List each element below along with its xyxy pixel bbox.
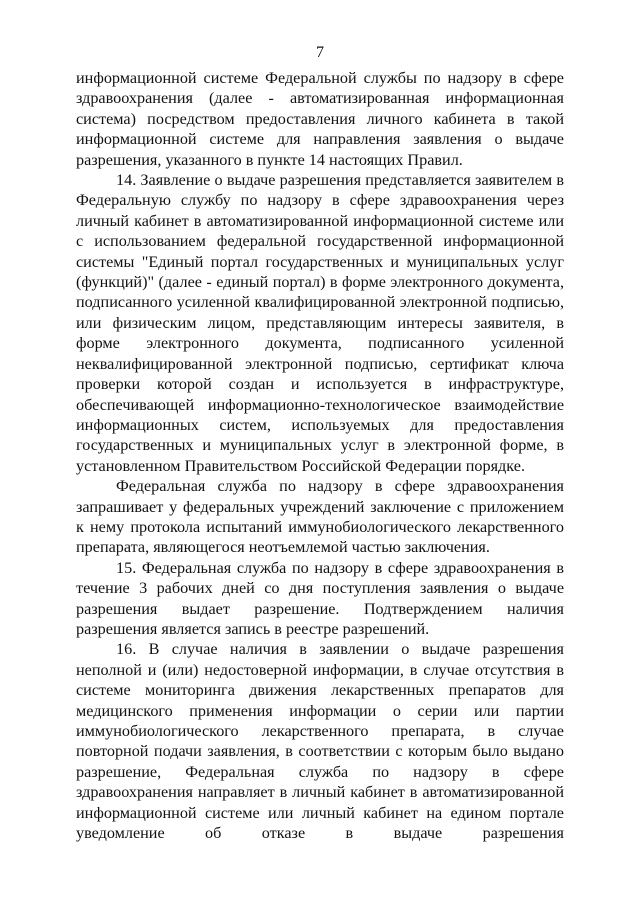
document-body xyxy=(76,68,564,843)
page-number: 7 xyxy=(316,44,324,61)
paragraph-14-addendum: Федеральная служба по надзору в сфере здравоохранения запрашивает у федеральных учреждений заключение с приложением к нему протокола испытаний иммунобиологического лекарственного препарата, являющегося неотъемлемой частью заключения. xyxy=(76,477,564,557)
paragraph-15: 15. Федеральная служба по надзору в сфере здравоохранения в течение 3 рабочих дней со дня поступления заявления о выдаче разрешения выдает разрешение. Подтверждением наличия разрешения является запись в реестре разрешений. xyxy=(76,558,564,638)
paragraph-continuation: информационной системе Федеральной службы по надзору в сфере здравоохранения (далее - автоматизированная информационная система) посредством предоставления личного кабинета в такой информационной системе для направления заявления о выдаче разрешения, указанного в пункте 14 настоящих Правил. xyxy=(76,69,564,169)
paragraph-14: 14. Заявление о выдаче разрешения представляется заявителем в Федеральную службу по надзору в сфере здравоохранения через личный кабинет в автоматизированной информационной системе или с использованием федеральной государственной информационной системы "Единый портал государственных и муниципальных услуг (функций)" (далее - единый портал) в форме электронного документа, подписанного усиленной квалифицированной электронной подписью, или физическим лицом, представляющим интересы заявителя, в форме электронного документа, подписанного усиленной неквалифицированной электронной подписью, сертификат ключа проверки которой создан и используется в инфраструктуре, обеспечивающей информационно-технологическое взаимодействие информационных систем, используемых для предоставления государственных и муниципальных услуг в электронной форме, в установленном Правительством Российской Федерации порядке. xyxy=(76,171,564,475)
paragraph-16: 16. В случае наличия в заявлении о выдаче разрешения неполной и (или) недостоверной информации, в случае отсутствия в системе мониторинга движения лекарственных препаратов для медицинского применения информации о серии или партии иммунобиологического лекарственного препарата, в случае повторной подачи заявления, в соответствии с которым было выдано разрешение, Федеральная служба по надзору в сфере здравоохранения направляет в личный кабинет в автоматизированной информационной системе или личный кабинет на едином портале уведомление об отказе в выдаче разрешения xyxy=(76,640,564,843)
